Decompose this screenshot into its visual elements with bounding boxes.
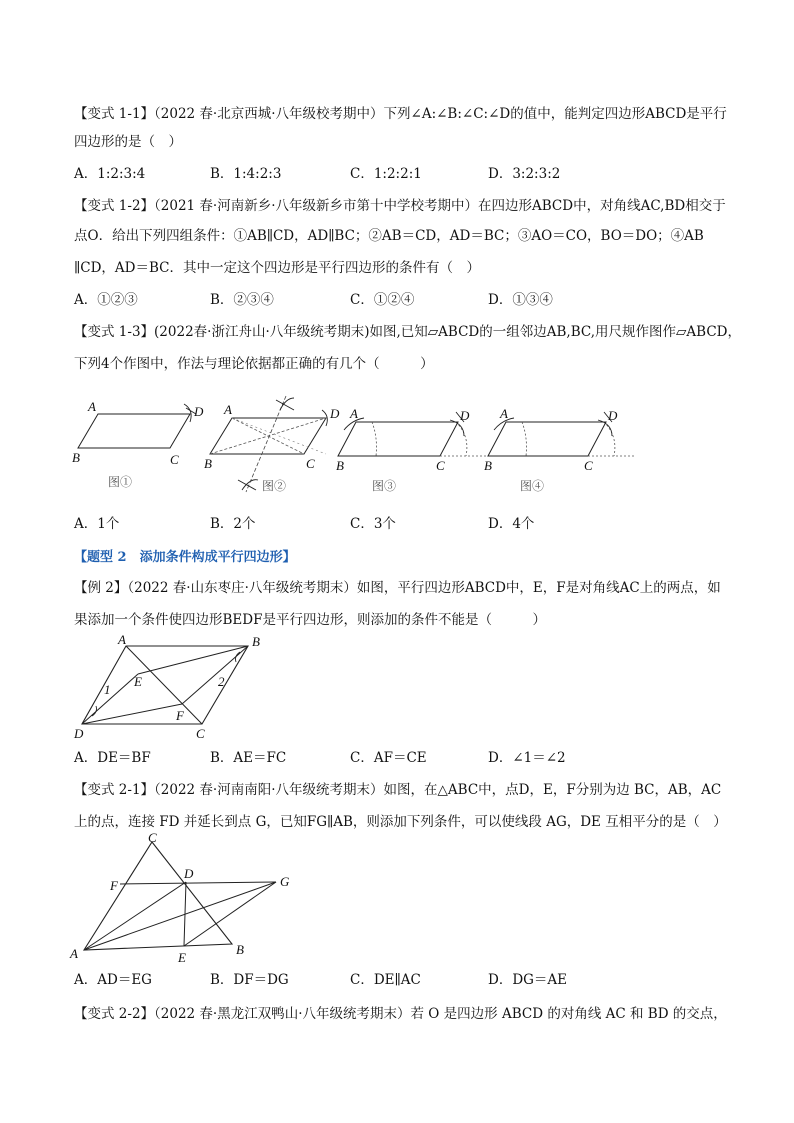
label-b: B (204, 456, 212, 471)
figure-1 (72, 399, 204, 489)
option-d[interactable]: D．3:2:3:2 (488, 166, 561, 182)
label-g: G (280, 874, 290, 889)
label-a: A (88, 399, 96, 414)
label-angle-1: 1 (104, 682, 111, 697)
question-v1-1-line2: 四边形的是（ ） (74, 134, 182, 150)
question-v2-2-line1: 【变式 2-2】（2022 春·黑龙江双鸭山·八年级统考期末）若 O 是四边形 ABCD 的对角线 AC 和 BD 的交点， (74, 1006, 727, 1022)
question-v1-2-line3: ∥CD，AD＝BC．其中一定这个四边形是平行四边形的条件有（ ） (74, 260, 480, 276)
label-a: A (70, 946, 78, 961)
option-b[interactable]: B．2个 (210, 516, 256, 532)
label-c: C (170, 452, 179, 467)
label-d: D (74, 726, 84, 741)
label-c: C (584, 458, 593, 473)
question-v1-3-line2: 下列4个作图中，作法与理论依据都正确的有几个（ ） (74, 356, 434, 372)
option-d[interactable]: D．∠1＝∠2 (488, 750, 566, 766)
label-c: C (148, 832, 157, 845)
option-d[interactable]: D．①③④ (488, 292, 553, 308)
caption-figure-2: 图② (262, 479, 287, 493)
option-b[interactable]: B．DF＝DG (210, 972, 289, 988)
section-heading-type-2: 【题型 2 添加条件构成平行四边形】 (74, 550, 296, 565)
option-d[interactable]: D．DG＝AE (488, 972, 568, 988)
option-c[interactable]: C．AF＝CE (350, 750, 427, 766)
figure-4 (484, 406, 634, 493)
label-b: B (336, 458, 344, 473)
figure-2 (204, 396, 340, 493)
option-c[interactable]: C．3个 (350, 516, 396, 532)
label-b: B (484, 458, 492, 473)
label-f: F (110, 878, 118, 893)
example-2-line2: 果添加一个条件使四边形BEDF是平行四边形，则添加的条件不能是（ ） (74, 612, 546, 628)
figure-example-2 (72, 632, 282, 744)
figure-constructions (60, 392, 640, 504)
label-c: C (436, 458, 445, 473)
option-d[interactable]: D．4个 (488, 516, 535, 532)
option-c[interactable]: C．①②④ (350, 292, 415, 308)
caption-figure-3: 图③ (372, 479, 397, 493)
label-c: C (196, 726, 205, 741)
option-b[interactable]: B．1:4:2:3 (210, 166, 282, 182)
label-e: E (134, 674, 142, 689)
option-b[interactable]: B．②③④ (210, 292, 274, 308)
label-a: A (500, 406, 508, 421)
question-v1-3-line1: 【变式 1-3】(2022春·浙江舟山·八年级统考期末)如图,已知▱ABCD的一组邻边AB,BC,用尺规作图作▱ABCD， (74, 324, 741, 340)
option-a[interactable]: A．①②③ (74, 292, 138, 308)
option-a[interactable]: A．DE＝BF (74, 750, 151, 766)
question-v2-1-line2: 上的点，连接 FD 并延长到点 G，已知FG∥AB，则添加下列条件，可以使线段 AG，DE 互相平分的是（ ） (74, 814, 727, 830)
option-a[interactable]: A．1个 (74, 516, 120, 532)
label-a: A (350, 406, 358, 421)
label-d: D (460, 408, 470, 423)
label-a: A (224, 402, 232, 417)
label-a: A (118, 632, 126, 647)
label-b: B (236, 942, 244, 957)
label-b: B (252, 634, 260, 649)
caption-figure-4: 图④ (520, 479, 545, 493)
label-d: D (330, 406, 340, 421)
question-v1-2-line1: 【变式 1-2】（2021 春·河南新乡·八年级新乡市第十中学校考期中）在四边形ABCD中，对角线AC,BD相交于 (74, 198, 726, 214)
caption-figure-1: 图① (108, 475, 133, 489)
example-2-line1: 【例 2】（2022 春·山东枣庄·八年级统考期末）如图，平行四边形ABCD中，E，F是对角线AC上的两点，如 (74, 580, 721, 596)
label-angle-2: 2 (218, 674, 225, 689)
option-c[interactable]: C．1:2:2:1 (350, 166, 422, 182)
figure-variant-2-1 (64, 832, 304, 966)
question-v2-1-line1: 【变式 2-1】（2022 春·河南南阳·八年级统考期末）如图，在△ABC中，点D，E，F分别为边 BC，AB，AC (74, 782, 722, 798)
label-b: B (72, 450, 80, 465)
label-f: F (176, 708, 184, 723)
label-e: E (178, 950, 186, 965)
option-b[interactable]: B．AE＝FC (210, 750, 287, 766)
label-d: D (194, 404, 204, 419)
label-c: C (306, 456, 315, 471)
label-d: D (184, 866, 194, 881)
figure-3 (336, 406, 488, 493)
option-a[interactable]: A．AD＝EG (74, 972, 152, 988)
label-d: D (608, 408, 618, 423)
option-a[interactable]: A．1:2:3:4 (74, 166, 146, 182)
question-v1-2-line2: 点O．给出下列四组条件：①AB∥CD，AD∥BC；②AB＝CD，AD＝BC；③AO＝CO，BO＝DO；④AB (74, 228, 704, 244)
option-c[interactable]: C．DE∥AC (350, 972, 421, 988)
question-v1-1-line1: 【变式 1-1】（2022 春·北京西城·八年级校考期中）下列∠A:∠B:∠C:∠D的值中，能判定四边形ABCD是平行 (74, 106, 727, 122)
